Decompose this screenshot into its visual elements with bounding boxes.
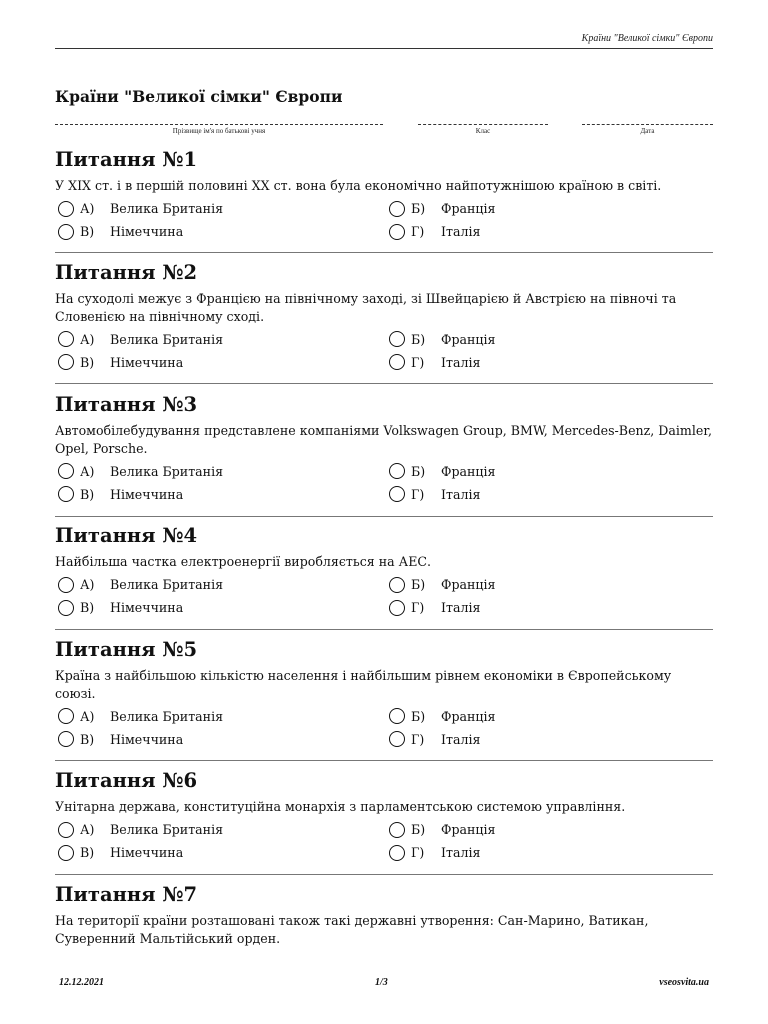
question-3 (55, 393, 713, 507)
radio-circle-icon[interactable] (58, 354, 74, 370)
question-title: Питання №4 (55, 524, 198, 547)
answer-options (55, 820, 713, 866)
option-b[interactable] (386, 461, 496, 481)
question-divider (55, 383, 713, 384)
radio-circle-icon[interactable] (389, 845, 405, 861)
class-field[interactable] (418, 114, 548, 135)
question-5 (55, 638, 713, 752)
radio-circle-icon[interactable] (58, 463, 74, 479)
radio-circle-icon[interactable] (58, 224, 74, 240)
radio-circle-icon[interactable] (58, 731, 74, 747)
option-label: Велика Британія (110, 822, 224, 837)
option-b[interactable] (386, 199, 496, 219)
option-a[interactable] (55, 329, 223, 349)
option-letter: А) (80, 331, 95, 347)
option-label: Франція (441, 822, 496, 837)
option-a[interactable] (55, 706, 223, 726)
question-divider (55, 874, 713, 875)
option-letter: Б) (411, 708, 426, 724)
date-field[interactable] (582, 114, 713, 135)
running-header: Країни "Великої сімки" Європи (581, 33, 713, 44)
option-label: Велика Британія (110, 463, 224, 479)
question-divider (55, 760, 713, 761)
option-letter: Б) (411, 331, 426, 347)
option-label: Німеччина (110, 845, 184, 860)
question-4 (55, 524, 713, 621)
radio-circle-icon[interactable] (389, 331, 405, 347)
option-label: Франція (441, 331, 496, 347)
option-letter: В) (80, 354, 95, 370)
document-title: Країни "Великої сімки" Європи (55, 87, 343, 106)
question-divider (55, 252, 713, 253)
option-letter: А) (80, 201, 95, 216)
question-text: Країна з найбільшою кількістю населення і найбільшим рівнем економіки в Європейському союзі. (55, 668, 672, 701)
option-letter: А) (80, 463, 95, 479)
class-caption: Клас (475, 127, 491, 135)
question-text: Автомобілебудування представлене компаніями Volkswagen Group, BMW, Mercedes-Benz, Daimler, Opel, Porsche. (55, 423, 712, 456)
page-footer (55, 977, 713, 991)
option-label: Франція (441, 463, 496, 479)
option-b[interactable] (386, 329, 496, 349)
answer-options (55, 706, 713, 752)
option-letter: Б) (411, 201, 426, 216)
option-v[interactable] (55, 222, 183, 242)
radio-circle-icon[interactable] (389, 822, 405, 838)
option-label: Італія (441, 486, 481, 502)
question-text: Унітарна держава, конституційна монархія з парламентською системою управління. (55, 799, 626, 814)
option-label: Велика Британія (110, 577, 224, 592)
option-letter: А) (80, 708, 95, 724)
option-letter: Г) (411, 354, 425, 370)
option-letter: В) (80, 224, 95, 239)
answer-options (55, 575, 713, 621)
answer-options (55, 461, 713, 507)
option-letter: Г) (411, 486, 425, 502)
option-letter: В) (80, 600, 95, 615)
option-g[interactable] (386, 843, 480, 863)
option-letter: Г) (411, 224, 425, 239)
student-name-caption: Прізвище ім'я по батькові учня (172, 127, 266, 135)
option-b[interactable] (386, 575, 496, 595)
option-letter: Г) (411, 731, 425, 747)
option-g[interactable] (386, 484, 480, 504)
option-v[interactable] (55, 729, 183, 749)
option-label: Італія (441, 354, 481, 370)
option-label: Німеччина (110, 224, 184, 239)
option-label: Італія (441, 845, 481, 860)
option-v[interactable] (55, 598, 183, 618)
question-divider (55, 629, 713, 630)
radio-circle-icon[interactable] (389, 731, 405, 747)
option-label: Франція (441, 201, 496, 216)
radio-circle-icon[interactable] (389, 354, 405, 370)
option-letter: Б) (411, 463, 426, 479)
radio-circle-icon[interactable] (389, 201, 405, 217)
option-label: Велика Британія (110, 201, 224, 216)
radio-circle-icon[interactable] (389, 708, 405, 724)
question-title: Питання №2 (55, 261, 198, 284)
radio-circle-icon[interactable] (389, 486, 405, 502)
option-a[interactable] (55, 199, 223, 219)
option-label: Велика Британія (110, 708, 224, 724)
question-title: Питання №1 (55, 148, 198, 171)
question-text: Найбільша частка електроенергії виробляється на АЕС. (55, 554, 432, 569)
option-label: Велика Британія (110, 331, 224, 347)
option-letter: Г) (411, 845, 425, 860)
radio-circle-icon[interactable] (58, 600, 74, 616)
option-label: Німеччина (110, 600, 184, 615)
option-g[interactable] (386, 352, 480, 372)
radio-circle-icon[interactable] (389, 463, 405, 479)
question-6 (55, 769, 713, 866)
option-v[interactable] (55, 843, 183, 863)
option-label: Франція (441, 708, 496, 724)
question-title: Питання №5 (55, 638, 198, 661)
option-b[interactable] (386, 706, 496, 726)
option-v[interactable] (55, 352, 183, 372)
date-line (582, 114, 713, 125)
student-fields (55, 114, 713, 138)
option-label: Італія (441, 731, 481, 747)
option-b[interactable] (386, 820, 496, 840)
radio-circle-icon[interactable] (389, 600, 405, 616)
question-title: Питання №6 (55, 769, 198, 792)
question-2 (55, 261, 713, 375)
footer-site: vseosvita.ua (659, 977, 709, 988)
option-letter: В) (80, 486, 95, 502)
option-label: Франція (441, 577, 496, 592)
worksheet-page (55, 0, 713, 1024)
option-g[interactable] (386, 729, 480, 749)
question-1 (55, 148, 713, 245)
option-letter: А) (80, 822, 95, 837)
question-text: На суходолі межує з Францією на північному заході, зі Швейцарією й Австрією на півночі та Словенією на північному сході. (55, 291, 677, 324)
option-letter: Б) (411, 577, 426, 592)
radio-circle-icon[interactable] (389, 224, 405, 240)
option-a[interactable] (55, 575, 223, 595)
option-letter: Б) (411, 822, 426, 837)
radio-circle-icon[interactable] (58, 577, 74, 593)
student-name-line (55, 114, 383, 125)
question-text: У XIX ст. і в першій половині XX ст. вона була економічно найпотужнішою країною в світі. (55, 178, 662, 193)
question-divider (55, 516, 713, 517)
option-label: Німеччина (110, 486, 184, 502)
option-a[interactable] (55, 461, 223, 481)
question-title: Питання №7 (55, 883, 198, 906)
question-text: На території країни розташовані також такі державні утворення: Сан-Марино, Ватикан, Суверенний Мальтійський орден. (55, 913, 649, 946)
option-v[interactable] (55, 484, 183, 504)
question-7 (55, 883, 713, 947)
answer-options (55, 199, 713, 245)
answer-options (55, 329, 713, 375)
radio-circle-icon[interactable] (58, 201, 74, 217)
footer-date: 12.12.2021 (59, 977, 104, 988)
radio-circle-icon[interactable] (389, 577, 405, 593)
option-a[interactable] (55, 820, 223, 840)
radio-circle-icon[interactable] (58, 708, 74, 724)
option-letter: В) (80, 845, 95, 860)
option-g[interactable] (386, 598, 480, 618)
option-label: Італія (441, 600, 481, 615)
option-label: Німеччина (110, 354, 184, 370)
option-letter: Г) (411, 600, 425, 615)
option-label: Німеччина (110, 731, 184, 747)
footer-page-number: 1/3 (375, 977, 388, 988)
option-letter: А) (80, 577, 95, 592)
radio-circle-icon[interactable] (58, 486, 74, 502)
date-caption: Дата (640, 127, 655, 135)
radio-circle-icon[interactable] (58, 822, 74, 838)
radio-circle-icon[interactable] (58, 331, 74, 347)
header-rule (55, 48, 713, 49)
radio-circle-icon[interactable] (58, 845, 74, 861)
class-line (418, 114, 548, 125)
option-label: Італія (441, 224, 481, 239)
option-g[interactable] (386, 222, 480, 242)
question-title: Питання №3 (55, 393, 198, 416)
option-letter: В) (80, 731, 95, 747)
student-name-field[interactable] (55, 114, 383, 135)
